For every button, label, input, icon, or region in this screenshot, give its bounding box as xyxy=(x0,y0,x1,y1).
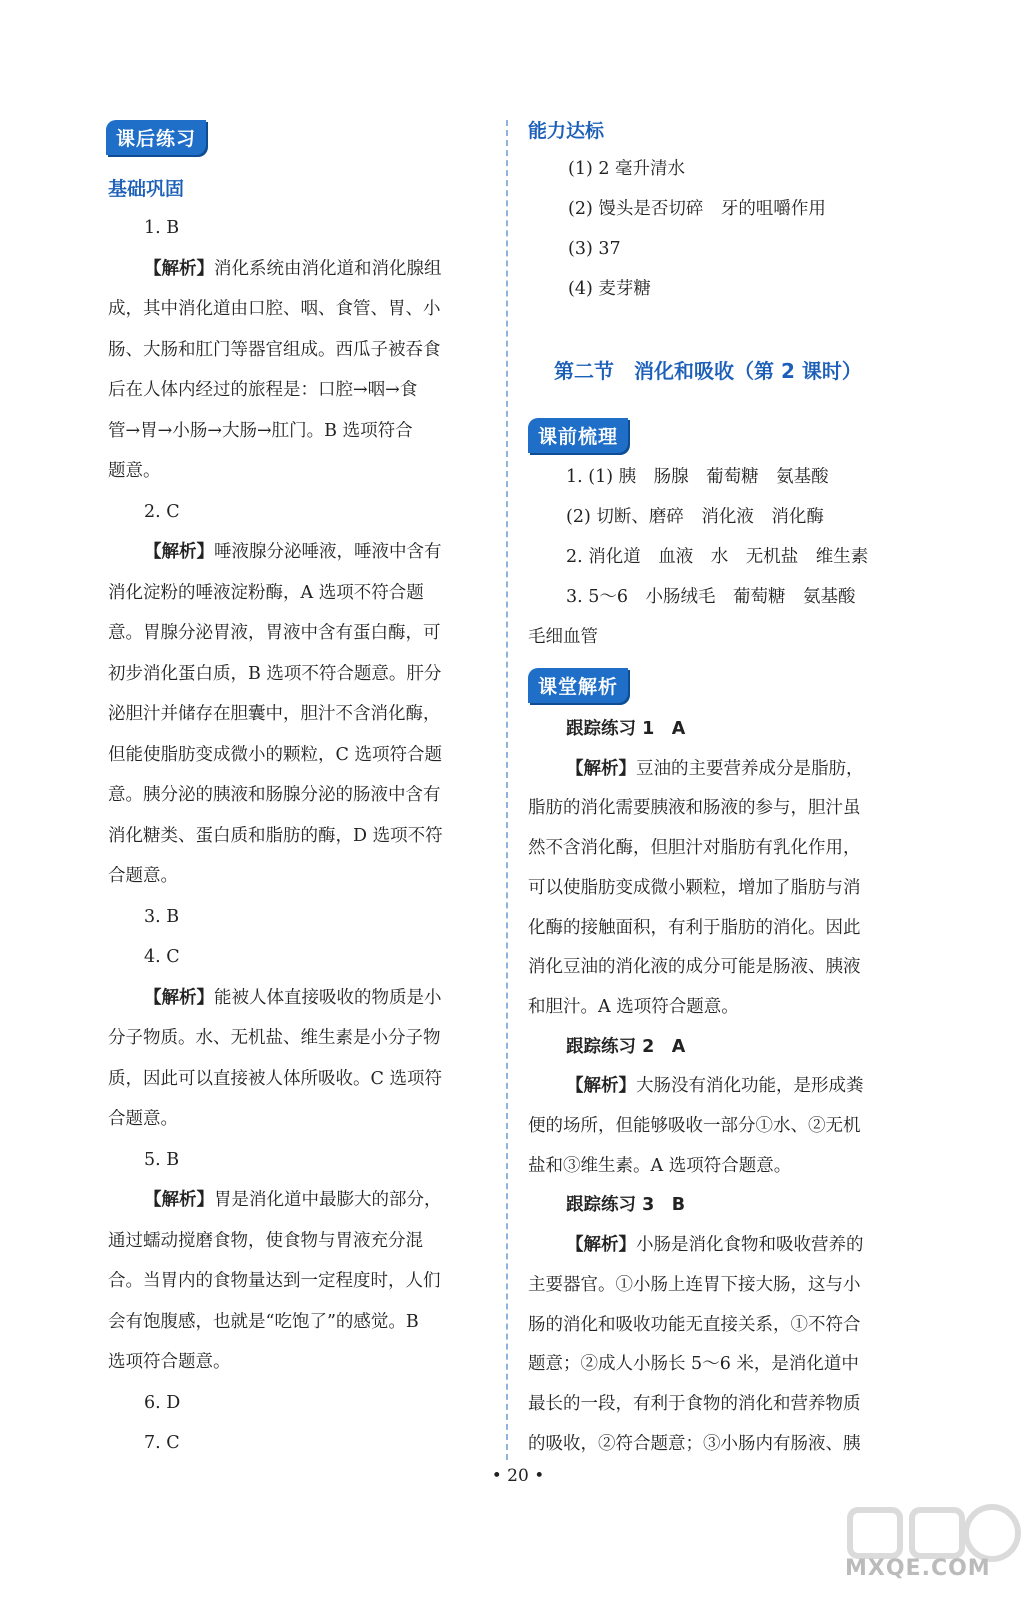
analysis-line xyxy=(566,1073,864,1099)
text-line: 主要器官。①小肠上连胃下接大肠，这与小 xyxy=(528,1274,861,1295)
answer-number: 3. B xyxy=(144,906,180,927)
text-line: 选项符合题意。 xyxy=(108,1352,231,1372)
pre-class-answer: 1. (1) 胰 肠腺 葡萄糖 氨基酸 xyxy=(566,467,829,487)
analysis-text: 唾液腺分泌唾液，唾液中含有 xyxy=(214,542,442,562)
subhead-basic: 基础巩固 xyxy=(108,178,185,200)
watermark-text: MXQE.COM xyxy=(845,1556,991,1581)
text-line: 消化豆油的消化液的成分可能是肠液、胰液 xyxy=(528,957,861,978)
text-line: 管→胃→小肠→大肠→肛门。B 选项符合 xyxy=(108,420,413,441)
ability-answer: (1) 2 毫升清水 xyxy=(568,159,686,179)
analysis-line xyxy=(566,1232,864,1258)
analysis-tag: 【解析】 xyxy=(144,987,214,1008)
analysis-text: 胃是消化道中最膨大的部分， xyxy=(214,1190,442,1210)
analysis-tag: 【解析】 xyxy=(144,1190,214,1210)
text-line: 泌胆汁并储存在胆囊中，胆汁不含消化酶， xyxy=(108,704,441,724)
pre-class-answer: 3. 5～6 小肠绒毛 葡萄糖 氨基酸 xyxy=(566,587,856,607)
text-line: 消化淀粉的唾液淀粉酶，A 选项不符合题 xyxy=(108,582,424,603)
text-line: 的吸收，②符合题意；③小肠内有肠液、胰 xyxy=(528,1433,861,1454)
subhead-ability: 能力达标 xyxy=(528,120,605,142)
ability-answer: (3) 37 xyxy=(568,239,621,259)
ability-answer: (4) 麦芽糖 xyxy=(568,279,651,299)
analysis-text: 豆油的主要营养成分是脂肪， xyxy=(636,758,864,779)
analysis-tag: 【解析】 xyxy=(566,1076,636,1097)
text-line: 通过蠕动搅磨食物，使食物与胃液充分混 xyxy=(108,1230,423,1251)
text-line: 质，因此可以直接被人体所吸收。C 选项符 xyxy=(108,1068,442,1089)
text-line: 肠、大肠和肛门等器官组成。西瓜子被吞食 xyxy=(108,339,441,360)
answer-number: 6. D xyxy=(144,1392,181,1413)
page-number: • 20 • xyxy=(491,1466,545,1486)
analysis-tag: 【解析】 xyxy=(144,258,214,279)
analysis-tag: 【解析】 xyxy=(566,1235,636,1256)
text-line: 题意。 xyxy=(108,461,161,481)
text-line: 最长的一段，有利于食物的消化和营养物质 xyxy=(528,1393,861,1414)
text-line: 后在人体内经过的旅程是：口腔→咽→食 xyxy=(108,380,418,400)
analysis-text: 小肠是消化食物和吸收营养的 xyxy=(636,1235,864,1256)
pre-class-answer: 2. 消化道 血液 水 无机盐 维生素 xyxy=(566,547,869,567)
text-line: 初步消化蛋白质，B 选项不符合题意。肝分 xyxy=(108,663,442,684)
tracking-exercise-answer: 跟踪练习 2 A xyxy=(566,1036,686,1057)
text-line: 和胆汁。A 选项符合题意。 xyxy=(528,996,739,1017)
answer-number: 7. C xyxy=(144,1433,180,1453)
analysis-line xyxy=(144,539,442,565)
text-line: 合题意。 xyxy=(108,1109,178,1129)
answer-number: 2. C xyxy=(144,501,180,522)
analysis-text: 能被人体直接吸收的物质是小 xyxy=(214,987,442,1008)
section-title: 第二节 消化和吸收（第 2 课时） xyxy=(554,359,862,383)
analysis-text: 消化系统由消化道和消化腺组 xyxy=(214,258,442,279)
text-line: 盐和③维生素。A 选项符合题意。 xyxy=(528,1155,792,1176)
answer-number: 4. C xyxy=(144,947,180,967)
text-line: 但能使脂肪变成微小的颗粒，C 选项符合题 xyxy=(108,744,442,765)
text-line: 脂肪的消化需要胰液和肠液的参与，胆汁虽 xyxy=(528,798,861,819)
analysis-line xyxy=(144,1187,442,1213)
text-line: 化酶的接触面积，有利于脂肪的消化。因此 xyxy=(528,917,861,938)
section-badge-pre-class: 课前梳理 xyxy=(528,418,628,453)
section-badge-after-class: 课后练习 xyxy=(106,120,206,155)
text-line: 消化糖类、蛋白质和脂肪的酶，D 选项不符 xyxy=(108,825,443,846)
text-line: 意。胃腺分泌胃液，胃液中含有蛋白酶，可 xyxy=(108,623,441,643)
tracking-exercise-answer: 跟踪练习 1 A xyxy=(566,719,686,739)
text-line: 合。当胃内的食物量达到一定程度时，人们 xyxy=(108,1271,441,1291)
analysis-tag: 【解析】 xyxy=(144,542,214,562)
ability-answer: (2) 馒头是否切碎 牙的咀嚼作用 xyxy=(568,199,826,219)
text-line: 成，其中消化道由口腔、咽、食管、胃、小 xyxy=(108,299,441,319)
answer-number: 5. B xyxy=(144,1149,180,1170)
answer-number: 1. B xyxy=(144,218,180,238)
pre-class-answer: 毛细血管 xyxy=(528,627,598,647)
tracking-exercise-answer: 跟踪练习 3 B xyxy=(566,1195,686,1216)
text-line: 会有饱腹感，也就是“吃饱了”的感觉。B xyxy=(108,1311,419,1332)
analysis-line xyxy=(144,256,442,282)
analysis-text: 大肠没有消化功能，是形成粪 xyxy=(636,1076,864,1097)
analysis-line xyxy=(144,985,442,1011)
text-line: 合题意。 xyxy=(108,866,178,886)
text-line: 可以使脂肪变成微小颗粒，增加了脂肪与消 xyxy=(528,877,861,898)
text-line: 然不含消化酶，但胆汁对脂肪有乳化作用， xyxy=(528,838,861,859)
text-line: 题意；②成人小肠长 5～6 米，是消化道中 xyxy=(528,1354,859,1375)
section-badge-in-class: 课堂解析 xyxy=(528,668,628,703)
text-line: 分子物质。水、无机盐、维生素是小分子物 xyxy=(108,1028,441,1048)
analysis-tag: 【解析】 xyxy=(566,758,636,779)
analysis-line xyxy=(566,756,864,782)
text-line: 肠的消化和吸收功能无直接关系，①不符合 xyxy=(528,1314,861,1335)
column-divider xyxy=(506,120,508,1460)
text-line: 便的场所，但能够吸收一部分①水、②无机 xyxy=(528,1116,861,1136)
pre-class-answer: (2) 切断、磨碎 消化液 消化酶 xyxy=(566,507,824,527)
text-line: 意。胰分泌的胰液和肠腺分泌的肠液中含有 xyxy=(108,785,441,805)
